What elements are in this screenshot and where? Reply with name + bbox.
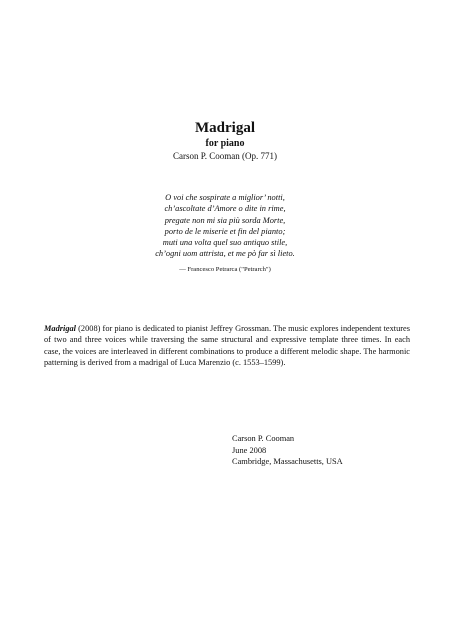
poem-line: muti una volta quel suo antiquo stile, xyxy=(162,238,288,248)
page-title: Madrigal xyxy=(195,120,255,136)
poem-line: ch’ogni uom attrista, et me pò far sì lieto. xyxy=(155,249,295,259)
program-note xyxy=(44,323,410,369)
signature-date: June 2008 xyxy=(232,445,267,455)
epigraph-attribution: — Francesco Petrarca ("Petrarch") xyxy=(179,266,271,273)
poem-line: O voi che sospirate a miglior’ notti, xyxy=(165,193,285,202)
work-title: Madrigal xyxy=(44,324,76,333)
program-note-text: (2008) for piano is dedicated to pianist Jeffrey Grossman. The music explores independent textures of two and three voices while traversing the same structural and expressive template three times. In each case, the voices are interleaved in different combinations to produce a different melodic shape. The harmonic patterning is derived from a madrigal of Luca Marenzio (c. 1553–1599). xyxy=(44,324,410,368)
signature-place: Cambridge, Massachusetts, USA xyxy=(232,457,343,467)
signature-block xyxy=(232,433,343,468)
poem-line: pregate non mi sia più sorda Morte, xyxy=(164,215,286,225)
signature-name: Carson P. Cooman xyxy=(232,434,295,443)
poem-line: porto de le miserie et fin del pianto; xyxy=(164,226,286,236)
composer-line: Carson P. Cooman (Op. 771) xyxy=(173,151,277,161)
poem-line: ch’ascoltate d’Amore o dite in rime, xyxy=(164,204,286,214)
epigraph-poem xyxy=(0,192,450,260)
page-subtitle: for piano xyxy=(205,138,245,149)
